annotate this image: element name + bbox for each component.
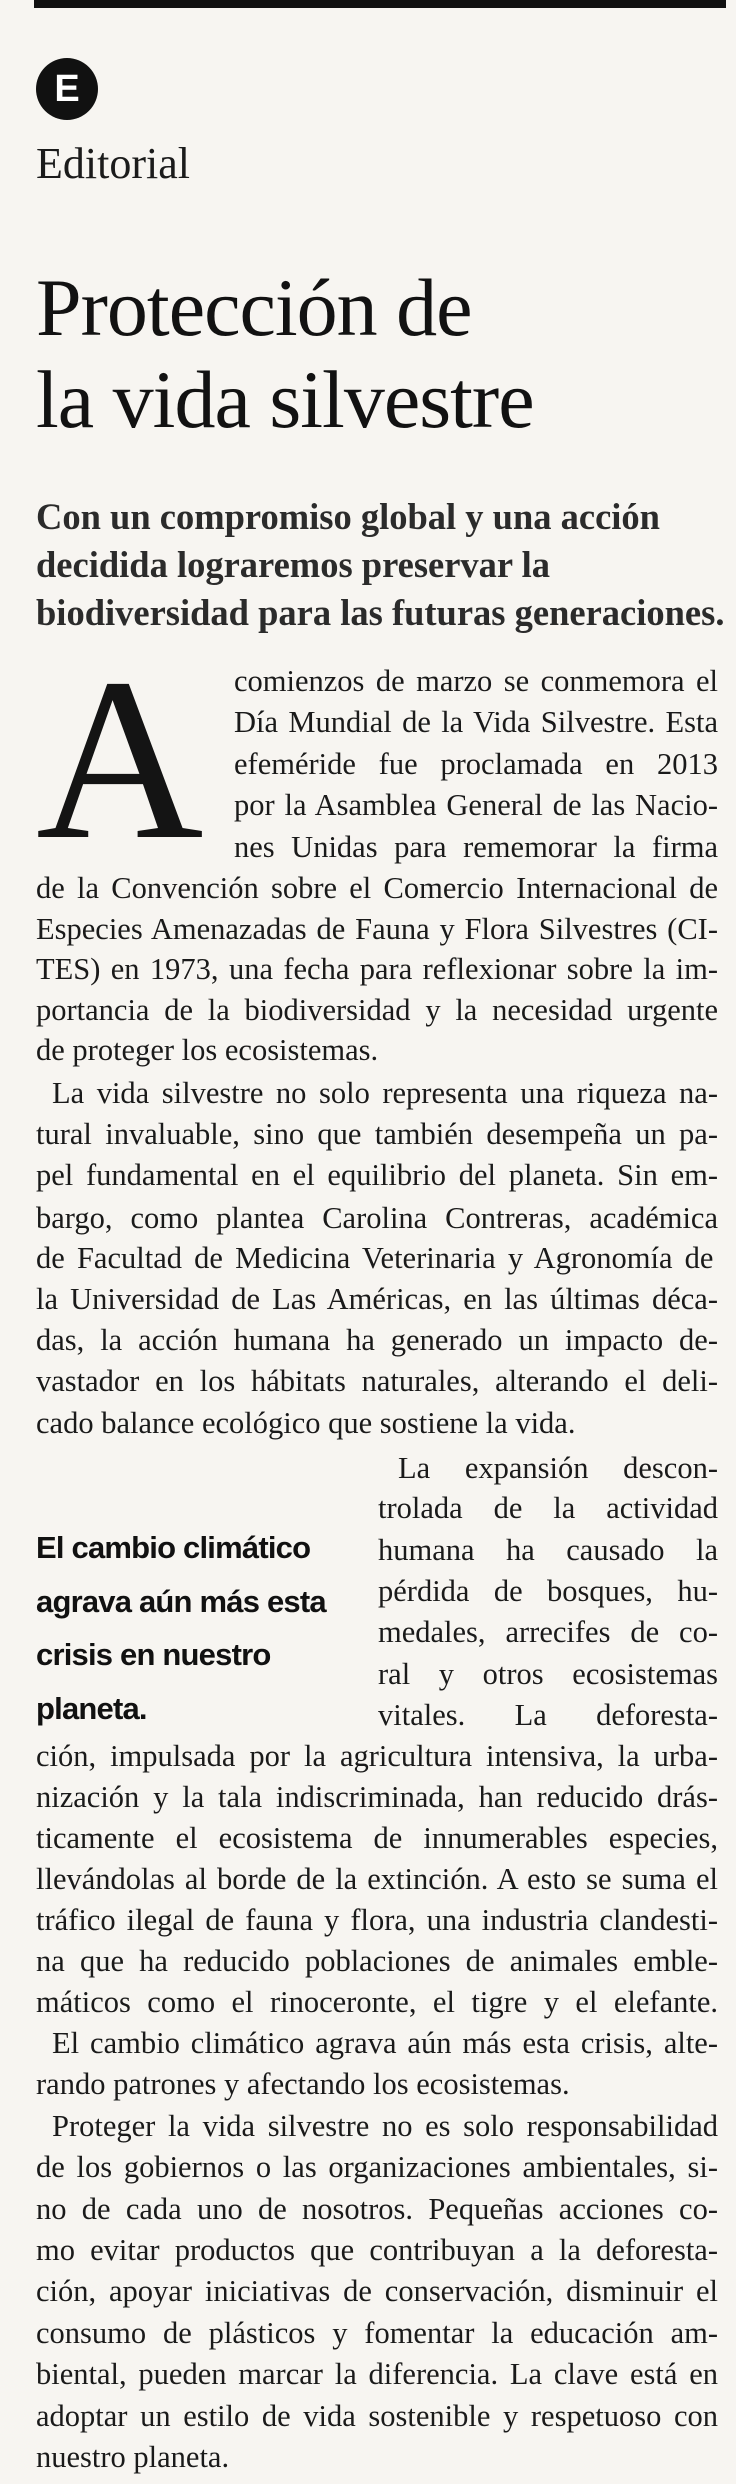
headline-line: Protección de	[36, 262, 472, 353]
top-rule	[34, 0, 726, 8]
body-line: ción, impulsada por la agricultura intensiva, la urba-	[36, 1738, 718, 1773]
body-line: pel fundamental en el equilibrio del planeta. Sin em-	[36, 1158, 718, 1193]
body-line: ción, apoyar iniciativas de conservación, disminuir el	[36, 2274, 718, 2309]
pull-quote-line: crisis en nuestro	[36, 1637, 271, 1673]
deck-line: biodiversidad para las futuras generaciones.	[36, 592, 725, 633]
section-badge: E	[36, 58, 98, 120]
body-line: Proteger la vida silvestre no es solo responsabilidad	[52, 2108, 718, 2143]
body-line: mo evitar productos que contribuyan a la deforesta-	[36, 2233, 718, 2268]
body-line: la Universidad de Las Américas, en las últimas déca-	[36, 1281, 718, 1316]
body-line: máticos como el rinoceronte, el tigre y el elefante.	[36, 1985, 718, 2020]
body-line: tural invaluable, sino que también desempeña un pa-	[36, 1116, 718, 1151]
section-label: Editorial	[36, 139, 190, 188]
body-line: trolada de la actividad	[378, 1491, 718, 1526]
body-line: ticamente el ecosistema de innumerables especies,	[36, 1821, 718, 1856]
body-line: comienzos de marzo se conmemora el	[234, 664, 718, 698]
body-line: na que ha reducido poblaciones de animales emble-	[36, 1944, 718, 1979]
body-line: El cambio climático agrava aún más esta crisis, alte-	[52, 2026, 718, 2061]
deck	[36, 493, 724, 637]
dropcap: A	[36, 631, 204, 888]
deck-line: Con un compromiso global y una acción	[36, 496, 660, 537]
body-line: de Facultad de Medicina Veterinaria y Agronomía de	[36, 1241, 714, 1276]
body-line: humana ha causado la	[378, 1532, 718, 1567]
body-line: no de cada uno de nosotros. Pequeñas acciones co-	[36, 2191, 718, 2226]
body-line: de la Convención sobre el Comercio Internacional de	[36, 870, 718, 905]
body-line: por la Asamblea General de las Nacio-	[234, 788, 718, 823]
headline-line: la vida silvestre	[36, 354, 534, 445]
body-line: nuestro planeta.	[36, 2440, 230, 2474]
body-line: bargo, como plantea Carolina Contreras, académica	[36, 1200, 718, 1235]
body-line: tráfico ilegal de fauna y flora, una industria clandesti-	[36, 1903, 718, 1938]
body-line: vitales. La deforesta-	[378, 1698, 718, 1733]
pull-quote-line: planeta.	[36, 1690, 147, 1726]
body-line: cado balance ecológico que sostiene la vida.	[36, 1405, 576, 1440]
body-line: Especies Amenazadas de Fauna y Flora Silvestres (CI-	[36, 911, 718, 946]
pull-quote-line: El cambio climático	[36, 1530, 311, 1566]
body-line: das, la acción humana ha generado un impacto de-	[36, 1323, 718, 1358]
body-line: biental, pueden marcar la diferencia. La clave está en	[36, 2357, 718, 2392]
body-line: llevándolas al borde de la extinción. A esto se suma el	[36, 1862, 718, 1897]
body-line: consumo de plásticos y fomentar la educación am-	[36, 2315, 718, 2350]
body-line: adoptar un estilo de vida sostenible y respetuoso con	[36, 2398, 718, 2433]
body-line: rando patrones y afectando los ecosistemas.	[36, 2066, 570, 2101]
body-line: La expansión descon-	[398, 1450, 718, 1485]
body-line: vastador en los hábitats naturales, alterando el deli-	[36, 1364, 718, 1399]
body-line: ral y otros ecosistemas	[378, 1656, 718, 1691]
body-line: portancia de la biodiversidad y la necesidad urgente	[36, 992, 718, 1027]
body-line: Día Mundial de la Vida Silvestre. Esta	[234, 705, 718, 740]
body-line: efeméride fue proclamada en 2013	[234, 746, 718, 781]
body-line: de los gobiernos o las organizaciones ambientales, si-	[36, 2150, 718, 2185]
pull-quote	[36, 1521, 366, 1735]
body-line: medales, arrecifes de co-	[378, 1615, 718, 1650]
headline	[36, 262, 716, 446]
body-line: de proteger los ecosistemas.	[36, 1033, 379, 1068]
pull-quote-line: agrava aún más esta	[36, 1583, 326, 1619]
body-line: TES) en 1973, una fecha para reflexionar sobre la im-	[36, 952, 718, 987]
body-line: La vida silvestre no solo representa una riqueza na-	[52, 1075, 718, 1110]
body-line: nes Unidas para rememorar la firma	[234, 829, 718, 864]
body-line: nización y la tala indiscriminada, han reducido drás-	[36, 1780, 718, 1815]
deck-line: decidida lograremos preservar la	[36, 544, 550, 585]
body-line: pérdida de bosques, hu-	[378, 1573, 718, 1608]
